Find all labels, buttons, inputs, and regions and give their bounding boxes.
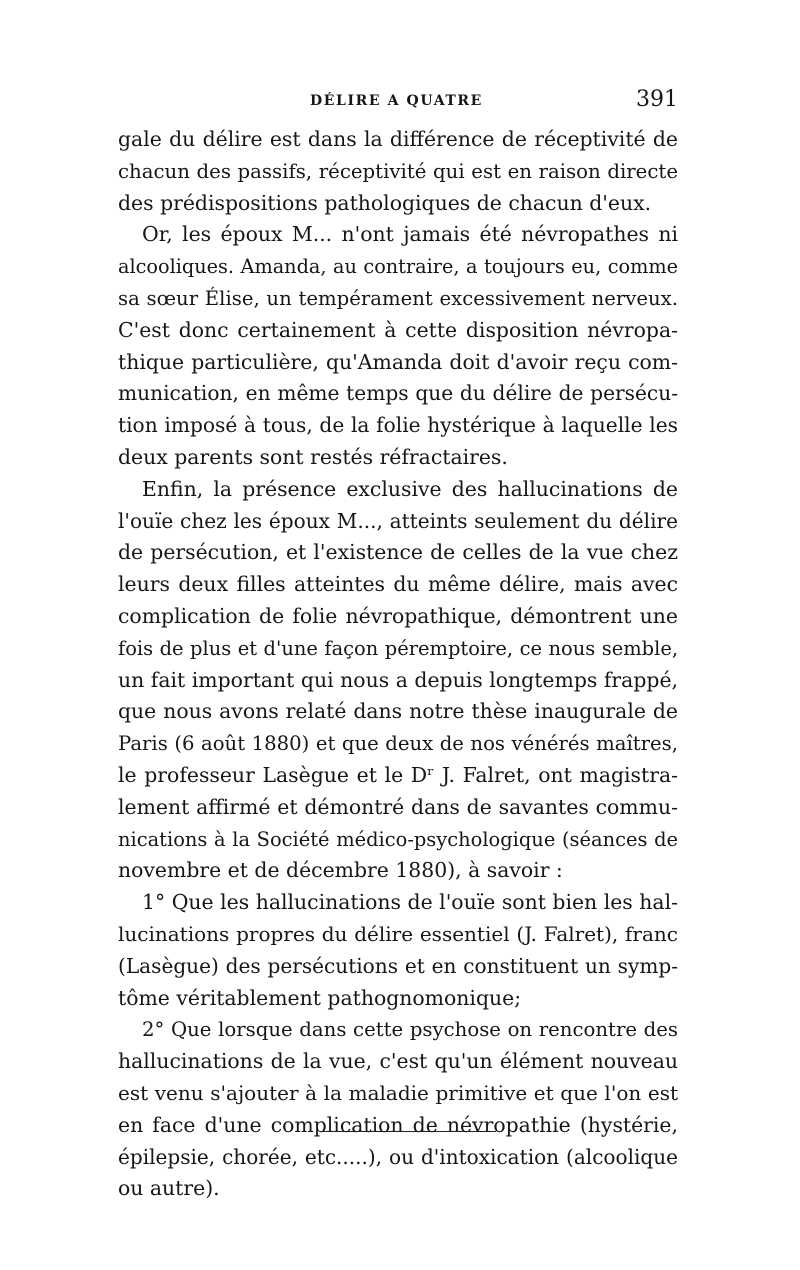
- page-header: [118, 87, 678, 121]
- text-line: (Lasègue) des persécutions et en constituent un symp-: [118, 953, 678, 978]
- text-line: novembre et de décembre 1880), à savoir :: [118, 858, 563, 883]
- text-line: lucinations propres du délire essentiel (J. Falret), franc: [118, 921, 678, 946]
- text-line: Or, les époux M... n'ont jamais été névropathes ni: [142, 222, 678, 247]
- text-line: tion imposé à tous, de la folie hystérique à laquelle les: [118, 413, 678, 438]
- body-text: [118, 124, 678, 1205]
- text-line: le professeur Lasègue et le Dʳ J. Falret, ont magistra-: [118, 762, 678, 787]
- text-line: épilepsie, chorée, etc.....), ou d'intoxication (alcoolique: [118, 1144, 678, 1169]
- text-line: en face d'une complication de névropathie (hystérie,: [118, 1112, 678, 1137]
- text-line: chacun des passifs, réceptivité qui est en raison directe: [118, 159, 678, 183]
- text-line: tôme véritablement pathognomonique;: [118, 985, 522, 1010]
- page-number: 391: [636, 87, 678, 112]
- text-line: Paris (6 août 1880) et que deux de nos vénérés maîtres,: [118, 732, 678, 756]
- text-line: ou autre).: [118, 1176, 220, 1201]
- text-line: thique particulière, qu'Amanda doit d'avoir reçu com-: [118, 349, 678, 374]
- text-line: alcooliques. Amanda, au contraire, a toujours eu, comme: [118, 255, 678, 279]
- text-line: l'ouïe chez les époux M..., atteints seulement du délire: [118, 508, 678, 533]
- text-line: gale du délire est dans la différence de réceptivité de: [118, 127, 678, 151]
- text-line: fois de plus et d'une façon péremptoire, ce nous semble,: [118, 636, 678, 660]
- running-head: DÉLIRE A QUATRE: [310, 93, 483, 109]
- text-line: 1° Que les hallucinations de l'ouïe sont bien les hal-: [142, 890, 678, 915]
- text-line: hallucinations de la vue, c'est qu'un élément nouveau: [118, 1049, 678, 1074]
- text-line: un fait important qui nous a depuis longtemps frappé,: [118, 667, 678, 692]
- text-line: lement affirmé et démontré dans de savantes commu-: [118, 794, 678, 819]
- text-line: leurs deux filles atteintes du même délire, mais avec: [118, 572, 678, 597]
- text-line: 2° Que lorsque dans cette psychose on rencontre des: [142, 1018, 678, 1042]
- text-line: Enfin, la présence exclusive des hallucinations de: [142, 476, 678, 501]
- text-line: sa sœur Élise, un tempérament excessivement nerveux.: [118, 286, 678, 310]
- text-line: nications à la Société médico-psychologique (séances de: [118, 827, 678, 851]
- text-line: deux parents sont restés réfractaires.: [118, 444, 508, 469]
- text-line: complication de folie névropathique, démontrent une: [118, 603, 678, 628]
- text-line: est venu s'ajouter à la maladie primitive et que l'on est: [118, 1080, 678, 1105]
- text-line: de persécution, et l'existence de celles de la vue chez: [118, 540, 678, 565]
- section-end-rule: [320, 1131, 496, 1132]
- text-line: C'est donc certainement à cette disposition névropa-: [118, 317, 678, 342]
- text-line: des prédispositions pathologiques de chacun d'eux.: [118, 190, 652, 215]
- text-line: que nous avons relaté dans notre thèse inaugurale de: [118, 699, 678, 724]
- text-line: munication, en même temps que du délire de persécu-: [118, 381, 678, 406]
